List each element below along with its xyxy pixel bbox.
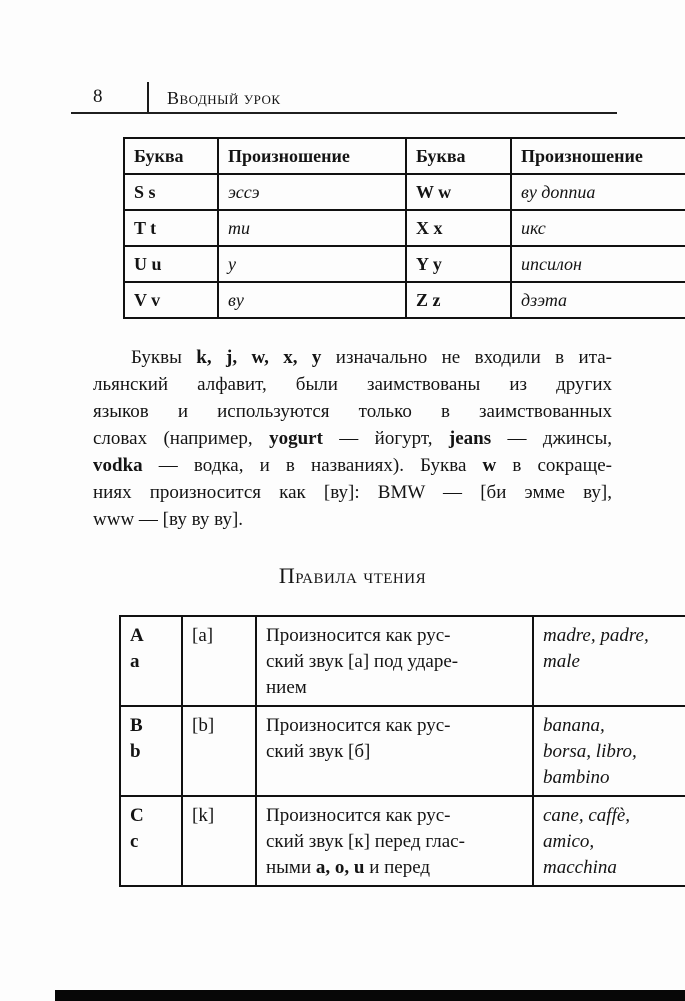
letter-uppercase: B — [130, 715, 143, 736]
letter-cell: U u — [124, 246, 218, 282]
letter-uppercase: C — [130, 805, 144, 826]
alphabet-table — [123, 137, 685, 319]
column-header-pronunciation: Произношение — [218, 138, 406, 174]
scan-edge-bar — [55, 990, 685, 1001]
header-rule — [71, 112, 617, 114]
alphabet-row — [124, 282, 685, 318]
column-header-pronunciation: Произношение — [511, 138, 685, 174]
letter-cell — [120, 706, 182, 796]
letter-cell: W w — [406, 174, 511, 210]
alphabet-row — [124, 246, 685, 282]
examples-cell: madre, padre, male — [533, 616, 685, 706]
description-cell: Произносится как рус- ский звук [б] — [256, 706, 533, 796]
pronunciation-cell: икс — [511, 210, 685, 246]
description-cell: Произносится как рус- ский звук [к] перед глас- ными a, o, u и перед — [256, 796, 533, 886]
pronunciation-cell: ипсилон — [511, 246, 685, 282]
page-number: 8 — [93, 86, 103, 107]
header-title: Вводный урок — [167, 88, 281, 108]
alphabet-header-row — [124, 138, 685, 174]
letter-cell — [120, 616, 182, 706]
pronunciation-cell: дзэта — [511, 282, 685, 318]
sound-cell: [b] — [182, 706, 256, 796]
intro-paragraph: Буквы k, j, w, x, y изначально не входили в ита- льянский алфавит, были заимствованы из других языков и используются только в заимствованных словах (например, yogurt — йогурт, jeans — джинсы, vodka — водка, и в названиях). Буква w в сокраще- ниях произносится как [ву]: BMW — [би эмме ву], www — [ву ву ву]. — [93, 347, 612, 530]
pronunciation-cell: ти — [218, 210, 406, 246]
letter-cell: Y y — [406, 246, 511, 282]
letter-cell: X x — [406, 210, 511, 246]
letter-lowercase: c — [130, 831, 139, 852]
letter-uppercase: A — [130, 625, 144, 646]
header-divider — [147, 82, 149, 112]
alphabet-row — [124, 174, 685, 210]
sound-cell: [k] — [182, 796, 256, 886]
letter-cell: Z z — [406, 282, 511, 318]
letter-cell: V v — [124, 282, 218, 318]
column-header-letter: Буква — [124, 138, 218, 174]
description-cell: Произносится как рус- ский звук [а] под ударе- нием — [256, 616, 533, 706]
letter-cell: T t — [124, 210, 218, 246]
letter-lowercase: a — [130, 651, 140, 672]
examples-cell: cane, caffè, amico, macchina — [533, 796, 685, 886]
pronunciation-cell: эссэ — [218, 174, 406, 210]
letter-lowercase: b — [130, 741, 141, 762]
alphabet-row — [124, 210, 685, 246]
pronunciation-cell: у — [218, 246, 406, 282]
letter-cell — [120, 796, 182, 886]
pronunciation-cell: ву доппиа — [511, 174, 685, 210]
sound-cell: [a] — [182, 616, 256, 706]
reading-rule-row — [120, 796, 685, 886]
reading-rules-table — [119, 615, 685, 887]
examples-cell: banana, borsa, libro, bambino — [533, 706, 685, 796]
section-heading: Правила чтения — [278, 563, 427, 588]
column-header-letter: Буква — [406, 138, 511, 174]
pronunciation-cell: ву — [218, 282, 406, 318]
reading-rule-row — [120, 706, 685, 796]
letter-cell: S s — [124, 174, 218, 210]
reading-rule-row — [120, 616, 685, 706]
